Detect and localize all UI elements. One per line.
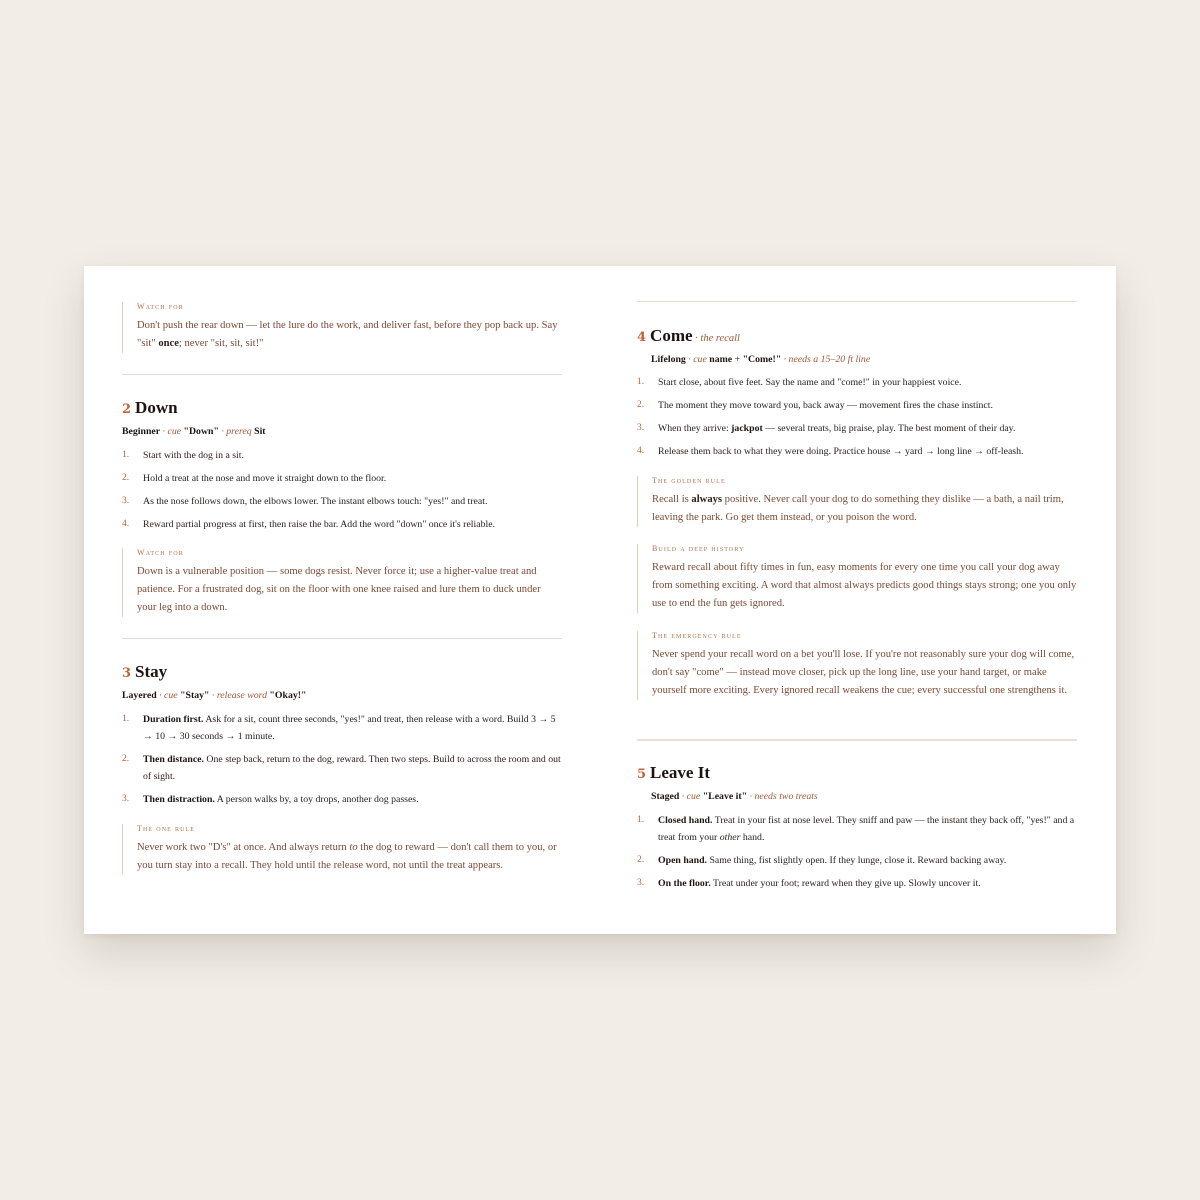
step-item: 2. Hold a treat at the nose and move it straight down to the floor. [122, 473, 387, 484]
note-label: Watch for [137, 302, 184, 311]
step-item: 2. Open hand. Same thing, fist slightly open. If they lunge, close it. Reward backing away. [637, 855, 1007, 866]
note-label: Watch for [137, 548, 184, 557]
section-divider [122, 638, 562, 639]
section-header-leave-it [637, 763, 1077, 804]
steps-come [637, 374, 1077, 466]
section-name: Come [650, 326, 693, 345]
step-item: 4. Reward partial progress at first, then raise the bar. Add the word "down" once it's reliable. [122, 519, 496, 530]
steps-down [122, 447, 562, 539]
steps-stay [122, 711, 562, 814]
one-rule-note [122, 824, 562, 875]
book-spread [84, 266, 1116, 934]
section-header-come [637, 326, 1077, 367]
golden-rule-note [637, 476, 1077, 527]
section-number: 3 [122, 666, 132, 681]
watch-for-note-sit [122, 302, 562, 353]
note-text: Recall is always positive. Never call your dog to do something they dislike — a bath, a nail trim, leaving the park. Go get them instead, or you poison the word. [652, 494, 1064, 523]
note-label: The golden rule [652, 476, 726, 485]
note-text: Reward recall about fifty times in fun, easy moments for every one time you call your dog away from something exciting. A word that almost always predicts good things stays strong; one you only use to end the fun gets ignored. [652, 562, 1077, 609]
section-divider [122, 374, 562, 375]
note-text: Down is a vulnerable position — some dogs resist. Never force it; use a higher-value treat and patience. For a frustrated dog, sit on the floor with one knee raised and lure them to duck under your leg into a down. [137, 566, 541, 613]
step-item: 3. On the floor. Treat under your foot; reward when they give up. Slowly uncover it. [637, 878, 981, 889]
note-text: Don't push the rear down — let the lure do the work, and deliver fast, before they pop back up. Say "sit" once; never "sit, sit, sit!" [137, 320, 558, 349]
step-item: 1. Closed hand. Treat in your fist at nose level. They sniff and paw — the instant they back off, "yes!" and a treat from your other hand. [637, 815, 1075, 843]
section-meta: Lifelong · cue name + "Come!" · needs a 15–20 ft line [651, 354, 871, 365]
section-meta: Beginner · cue "Down" · prereq Sit [122, 426, 266, 437]
step-item: 3. As the nose follows down, the elbows lower. The instant elbows touch: "yes!" and treat. [122, 496, 488, 507]
section-title [122, 662, 562, 682]
section-title [637, 763, 1077, 783]
step-item: 3. Then distraction. A person walks by, a toy drops, another dog passes. [122, 794, 419, 805]
note-label: The one rule [137, 824, 196, 833]
note-text: Never work two "D's" at once. And always return to the dog to reward — don't call them to you, or you turn stay into a recall. They hold until the release word, not until the treat appears. [137, 842, 557, 871]
section-number: 5 [637, 767, 647, 782]
emergency-rule-note [637, 631, 1077, 700]
section-number: 2 [122, 402, 132, 417]
step-item: 3. When they arrive: jackpot — several treats, big praise, play. The best moment of their day. [637, 423, 1016, 434]
section-name: Down [135, 398, 178, 417]
deep-history-note [637, 544, 1077, 613]
section-divider [637, 301, 1077, 302]
note-text: Never spend your recall word on a bet you'll lose. If you're not reasonably sure your dog will come, don't say "come" — instead move closer, pick up the long line, use your hand target, or make yourself more exciting. Every ignored recall weakens the cue; every successful one strengthens it. [652, 649, 1075, 696]
section-number: 4 [637, 330, 647, 345]
section-title [637, 326, 1077, 346]
steps-leave-it [637, 812, 1077, 898]
section-name: Leave It [650, 763, 711, 782]
step-item: 1. Duration first. Ask for a sit, count three seconds, "yes!" and treat, then release with a word. Build 3 → 5 → 10 → 30 seconds → 1 minute. [122, 714, 556, 742]
section-divider [637, 739, 1077, 741]
step-item: 1. Start close, about five feet. Say the name and "come!" in your happiest voice. [637, 377, 962, 388]
step-item: 2. Then distance. One step back, return to the dog, reward. Then two steps. Build to across the room and out of sight. [122, 754, 561, 782]
section-meta: Layered · cue "Stay" · release word "Okay!" [122, 690, 307, 701]
note-label: Build a deep history [652, 544, 745, 553]
note-label: The emergency rule [652, 631, 742, 640]
section-title [122, 398, 562, 418]
section-header-stay [122, 662, 562, 703]
step-item: 1. Start with the dog in a sit. [122, 450, 244, 461]
section-subtitle: · the recall [692, 333, 740, 344]
section-meta: Staged · cue "Leave it" · needs two treats [651, 791, 818, 802]
step-item: 2. The moment they move toward you, back away — movement fires the chase instinct. [637, 400, 993, 411]
step-item: 4. Release them back to what they were doing. Practice house → yard → long line → off-leash. [637, 446, 1024, 457]
watch-for-note-down [122, 548, 562, 617]
section-header-down [122, 398, 562, 439]
section-name: Stay [135, 662, 168, 681]
